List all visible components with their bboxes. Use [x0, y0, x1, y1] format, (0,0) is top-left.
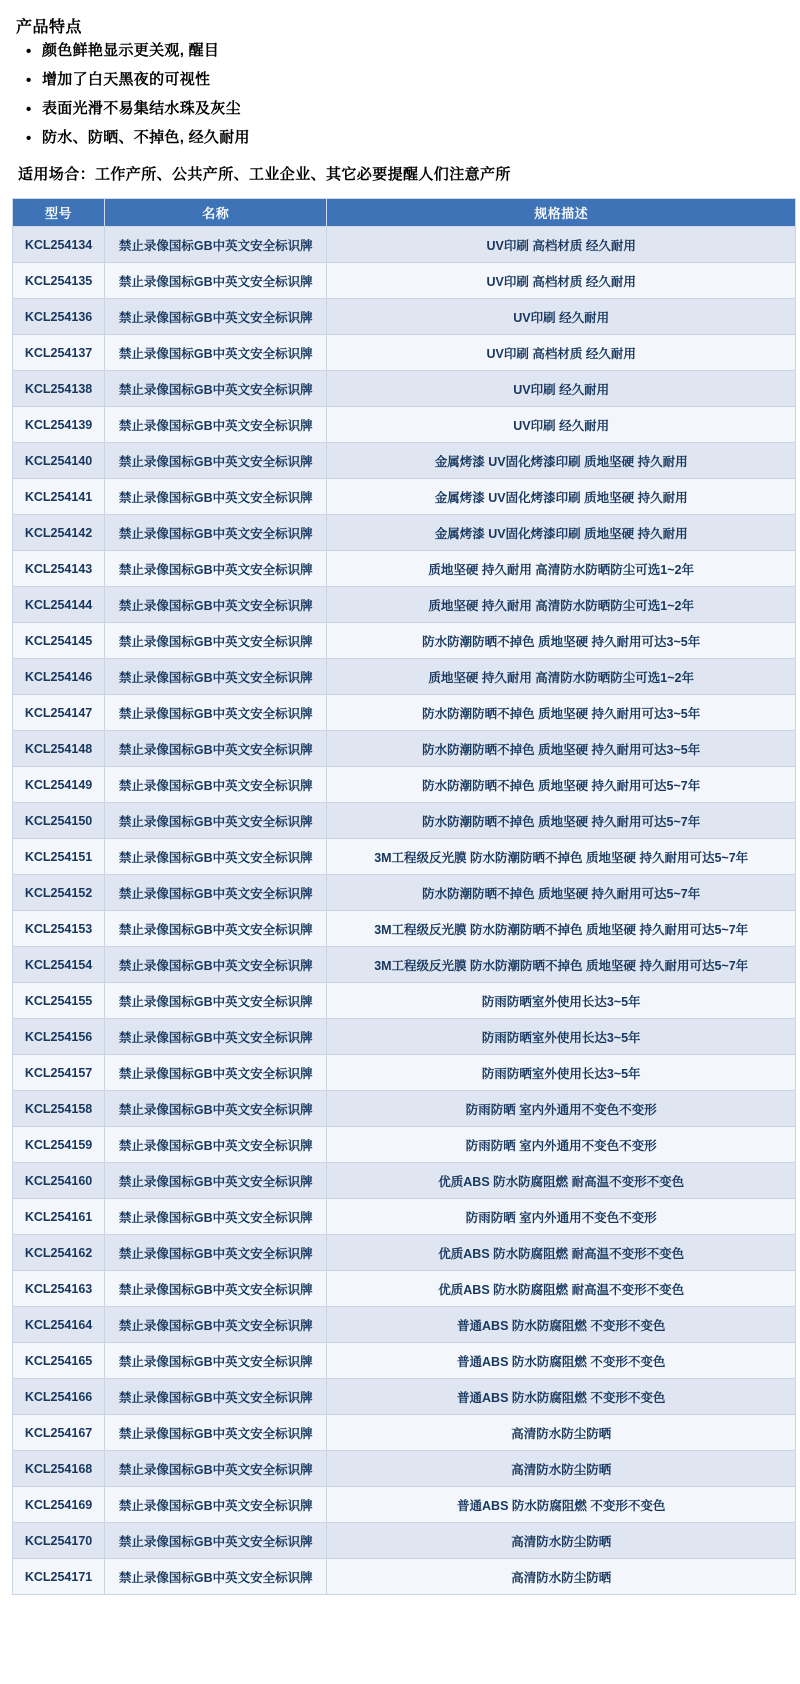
cell-spec: 普通ABS 防水防腐阻燃 不变形不变色: [327, 1343, 796, 1379]
specification-table: [12, 198, 796, 1595]
cell-name: 禁止录像国标GB中英文安全标识牌: [105, 515, 327, 551]
cell-spec: 优质ABS 防水防腐阻燃 耐高温不变形不变色: [327, 1163, 796, 1199]
cell-name: 禁止录像国标GB中英文安全标识牌: [105, 911, 327, 947]
bullet-icon: •: [26, 43, 32, 60]
cell-name: 禁止录像国标GB中英文安全标识牌: [105, 1487, 327, 1523]
cell-name: 禁止录像国标GB中英文安全标识牌: [105, 443, 327, 479]
cell-name: 禁止录像国标GB中英文安全标识牌: [105, 695, 327, 731]
feature-item-label: 颜色鲜艳显示更关观, 醒目: [42, 42, 220, 59]
cell-spec: UV印刷 经久耐用: [327, 371, 796, 407]
cell-spec: 高清防水防尘防晒: [327, 1451, 796, 1487]
cell-model: KCL254135: [13, 263, 105, 299]
cell-model: KCL254145: [13, 623, 105, 659]
table-row: [13, 1415, 796, 1451]
table-row: [13, 371, 796, 407]
cell-name: 禁止录像国标GB中英文安全标识牌: [105, 1307, 327, 1343]
feature-item: [26, 72, 792, 87]
table-row: [13, 1055, 796, 1091]
cell-model: KCL254170: [13, 1523, 105, 1559]
cell-spec: 高清防水防尘防晒: [327, 1523, 796, 1559]
cell-spec: 防水防潮防晒不掉色 质地坚硬 持久耐用可达3~5年: [327, 731, 796, 767]
bullet-icon: •: [26, 130, 32, 147]
cell-model: KCL254146: [13, 659, 105, 695]
cell-model: KCL254159: [13, 1127, 105, 1163]
cell-spec: 防雨防晒 室内外通用不变色不变形: [327, 1127, 796, 1163]
cell-model: KCL254148: [13, 731, 105, 767]
table-head: [13, 199, 796, 227]
table-row: [13, 263, 796, 299]
cell-name: 禁止录像国标GB中英文安全标识牌: [105, 227, 327, 263]
table-row: [13, 767, 796, 803]
cell-spec: 防水防潮防晒不掉色 质地坚硬 持久耐用可达5~7年: [327, 803, 796, 839]
cell-model: KCL254171: [13, 1559, 105, 1595]
table-row: [13, 335, 796, 371]
cell-spec: 防水防潮防晒不掉色 质地坚硬 持久耐用可达5~7年: [327, 767, 796, 803]
cell-spec: 优质ABS 防水防腐阻燃 耐高温不变形不变色: [327, 1235, 796, 1271]
table-row: [13, 1307, 796, 1343]
cell-name: 禁止录像国标GB中英文安全标识牌: [105, 767, 327, 803]
cell-model: KCL254157: [13, 1055, 105, 1091]
cell-name: 禁止录像国标GB中英文安全标识牌: [105, 623, 327, 659]
feature-item-label: 防水、防晒、不掉色, 经久耐用: [42, 129, 250, 146]
cell-spec: 防雨防晒 室内外通用不变色不变形: [327, 1091, 796, 1127]
cell-model: KCL254151: [13, 839, 105, 875]
cell-model: KCL254164: [13, 1307, 105, 1343]
table-row: [13, 911, 796, 947]
table-row: [13, 695, 796, 731]
cell-model: KCL254161: [13, 1199, 105, 1235]
table-header-row: [13, 199, 796, 227]
table-row: [13, 803, 796, 839]
cell-name: 禁止录像国标GB中英文安全标识牌: [105, 1199, 327, 1235]
cell-name: 禁止录像国标GB中英文安全标识牌: [105, 1127, 327, 1163]
cell-name: 禁止录像国标GB中英文安全标识牌: [105, 1451, 327, 1487]
cell-name: 禁止录像国标GB中英文安全标识牌: [105, 1019, 327, 1055]
table-row: [13, 1487, 796, 1523]
cell-name: 禁止录像国标GB中英文安全标识牌: [105, 1379, 327, 1415]
cell-name: 禁止录像国标GB中英文安全标识牌: [105, 659, 327, 695]
cell-name: 禁止录像国标GB中英文安全标识牌: [105, 803, 327, 839]
cell-model: KCL254136: [13, 299, 105, 335]
cell-name: 禁止录像国标GB中英文安全标识牌: [105, 407, 327, 443]
table-row: [13, 1235, 796, 1271]
cell-model: KCL254160: [13, 1163, 105, 1199]
table-row: [13, 1523, 796, 1559]
bullet-icon: •: [26, 72, 32, 89]
table-row: [13, 1559, 796, 1595]
column-header-name: 名称: [105, 199, 327, 227]
table-row: [13, 1343, 796, 1379]
cell-spec: 防雨防晒室外使用长达3~5年: [327, 1019, 796, 1055]
cell-name: 禁止录像国标GB中英文安全标识牌: [105, 875, 327, 911]
cell-name: 禁止录像国标GB中英文安全标识牌: [105, 983, 327, 1019]
cell-spec: UV印刷 经久耐用: [327, 407, 796, 443]
cell-model: KCL254144: [13, 587, 105, 623]
table-row: [13, 551, 796, 587]
cell-model: KCL254155: [13, 983, 105, 1019]
cell-spec: 防水防潮防晒不掉色 质地坚硬 持久耐用可达3~5年: [327, 695, 796, 731]
table-row: [13, 1091, 796, 1127]
table-row: [13, 299, 796, 335]
table-row: [13, 731, 796, 767]
cell-spec: 金属烤漆 UV固化烤漆印刷 质地坚硬 持久耐用: [327, 443, 796, 479]
cell-model: KCL254137: [13, 335, 105, 371]
table-row: [13, 1019, 796, 1055]
table-row: [13, 659, 796, 695]
cell-model: KCL254142: [13, 515, 105, 551]
cell-name: 禁止录像国标GB中英文安全标识牌: [105, 1163, 327, 1199]
cell-name: 禁止录像国标GB中英文安全标识牌: [105, 1559, 327, 1595]
table-row: [13, 983, 796, 1019]
cell-name: 禁止录像国标GB中英文安全标识牌: [105, 263, 327, 299]
cell-spec: 质地坚硬 持久耐用 高清防水防晒防尘可选1~2年: [327, 551, 796, 587]
table-row: [13, 839, 796, 875]
cell-name: 禁止录像国标GB中英文安全标识牌: [105, 839, 327, 875]
cell-model: KCL254153: [13, 911, 105, 947]
cell-name: 禁止录像国标GB中英文安全标识牌: [105, 479, 327, 515]
application-scene-text: 适用场合：工作产所、公共产所、工业企业、其它必要提醒人们注意产所: [18, 166, 511, 183]
cell-model: KCL254141: [13, 479, 105, 515]
cell-spec: 金属烤漆 UV固化烤漆印刷 质地坚硬 持久耐用: [327, 479, 796, 515]
cell-spec: UV印刷 高档材质 经久耐用: [327, 227, 796, 263]
cell-model: KCL254163: [13, 1271, 105, 1307]
cell-spec: 金属烤漆 UV固化烤漆印刷 质地坚硬 持久耐用: [327, 515, 796, 551]
cell-spec: 高清防水防尘防晒: [327, 1559, 796, 1595]
cell-spec: 防雨防晒 室内外通用不变色不变形: [327, 1199, 796, 1235]
cell-name: 禁止录像国标GB中英文安全标识牌: [105, 1235, 327, 1271]
cell-model: KCL254154: [13, 947, 105, 983]
cell-name: 禁止录像国标GB中英文安全标识牌: [105, 1271, 327, 1307]
feature-item-label: 表面光滑不易集结水珠及灰尘: [42, 100, 241, 117]
cell-model: KCL254165: [13, 1343, 105, 1379]
cell-spec: UV印刷 经久耐用: [327, 299, 796, 335]
table-row: [13, 947, 796, 983]
cell-spec: 普通ABS 防水防腐阻燃 不变形不变色: [327, 1379, 796, 1415]
feature-item: [26, 43, 792, 58]
table-row: [13, 515, 796, 551]
cell-model: KCL254134: [13, 227, 105, 263]
cell-spec: 防水防潮防晒不掉色 质地坚硬 持久耐用可达3~5年: [327, 623, 796, 659]
cell-spec: 防雨防晒室外使用长达3~5年: [327, 1055, 796, 1091]
table-row: [13, 443, 796, 479]
cell-spec: 高清防水防尘防晒: [327, 1415, 796, 1451]
features-list: [8, 43, 792, 145]
cell-model: KCL254166: [13, 1379, 105, 1415]
cell-name: 禁止录像国标GB中英文安全标识牌: [105, 947, 327, 983]
cell-model: KCL254140: [13, 443, 105, 479]
cell-model: KCL254156: [13, 1019, 105, 1055]
table-row: [13, 875, 796, 911]
cell-model: KCL254152: [13, 875, 105, 911]
cell-spec: 防雨防晒室外使用长达3~5年: [327, 983, 796, 1019]
cell-spec: UV印刷 高档材质 经久耐用: [327, 335, 796, 371]
cell-spec: 质地坚硬 持久耐用 高清防水防晒防尘可选1~2年: [327, 659, 796, 695]
cell-spec: 3M工程级反光膜 防水防潮防晒不掉色 质地坚硬 持久耐用可达5~7年: [327, 947, 796, 983]
cell-name: 禁止录像国标GB中英文安全标识牌: [105, 1343, 327, 1379]
cell-spec: 优质ABS 防水防腐阻燃 耐高温不变形不变色: [327, 1271, 796, 1307]
cell-name: 禁止录像国标GB中英文安全标识牌: [105, 1055, 327, 1091]
table-row: [13, 227, 796, 263]
table-row: [13, 479, 796, 515]
cell-name: 禁止录像国标GB中英文安全标识牌: [105, 1523, 327, 1559]
table-row: [13, 1163, 796, 1199]
cell-spec: 3M工程级反光膜 防水防潮防晒不掉色 质地坚硬 持久耐用可达5~7年: [327, 839, 796, 875]
cell-spec: 普通ABS 防水防腐阻燃 不变形不变色: [327, 1487, 796, 1523]
cell-model: KCL254169: [13, 1487, 105, 1523]
cell-spec: 质地坚硬 持久耐用 高清防水防晒防尘可选1~2年: [327, 587, 796, 623]
cell-spec: 防水防潮防晒不掉色 质地坚硬 持久耐用可达5~7年: [327, 875, 796, 911]
table-row: [13, 587, 796, 623]
cell-name: 禁止录像国标GB中英文安全标识牌: [105, 335, 327, 371]
table-row: [13, 1379, 796, 1415]
cell-spec: 3M工程级反光膜 防水防潮防晒不掉色 质地坚硬 持久耐用可达5~7年: [327, 911, 796, 947]
cell-model: KCL254162: [13, 1235, 105, 1271]
features-heading: 产品特点: [16, 19, 83, 36]
cell-model: KCL254147: [13, 695, 105, 731]
column-header-model: 型号: [13, 199, 105, 227]
cell-spec: UV印刷 高档材质 经久耐用: [327, 263, 796, 299]
cell-name: 禁止录像国标GB中英文安全标识牌: [105, 731, 327, 767]
table-row: [13, 1451, 796, 1487]
column-header-spec: 规格描述: [327, 199, 796, 227]
cell-model: KCL254139: [13, 407, 105, 443]
cell-name: 禁止录像国标GB中英文安全标识牌: [105, 371, 327, 407]
cell-name: 禁止录像国标GB中英文安全标识牌: [105, 299, 327, 335]
cell-model: KCL254167: [13, 1415, 105, 1451]
feature-item: [26, 101, 792, 116]
cell-name: 禁止录像国标GB中英文安全标识牌: [105, 1091, 327, 1127]
table-body: [13, 227, 796, 1595]
feature-item-label: 增加了白天黑夜的可视性: [42, 71, 211, 88]
table-row: [13, 407, 796, 443]
cell-model: KCL254149: [13, 767, 105, 803]
cell-spec: 普通ABS 防水防腐阻燃 不变形不变色: [327, 1307, 796, 1343]
table-row: [13, 623, 796, 659]
bullet-icon: •: [26, 101, 32, 118]
table-row: [13, 1127, 796, 1163]
cell-name: 禁止录像国标GB中英文安全标识牌: [105, 587, 327, 623]
cell-model: KCL254150: [13, 803, 105, 839]
cell-name: 禁止录像国标GB中英文安全标识牌: [105, 551, 327, 587]
cell-model: KCL254138: [13, 371, 105, 407]
table-row: [13, 1199, 796, 1235]
table-row: [13, 1271, 796, 1307]
feature-item: [26, 130, 792, 145]
cell-model: KCL254158: [13, 1091, 105, 1127]
cell-model: KCL254168: [13, 1451, 105, 1487]
cell-model: KCL254143: [13, 551, 105, 587]
cell-name: 禁止录像国标GB中英文安全标识牌: [105, 1415, 327, 1451]
